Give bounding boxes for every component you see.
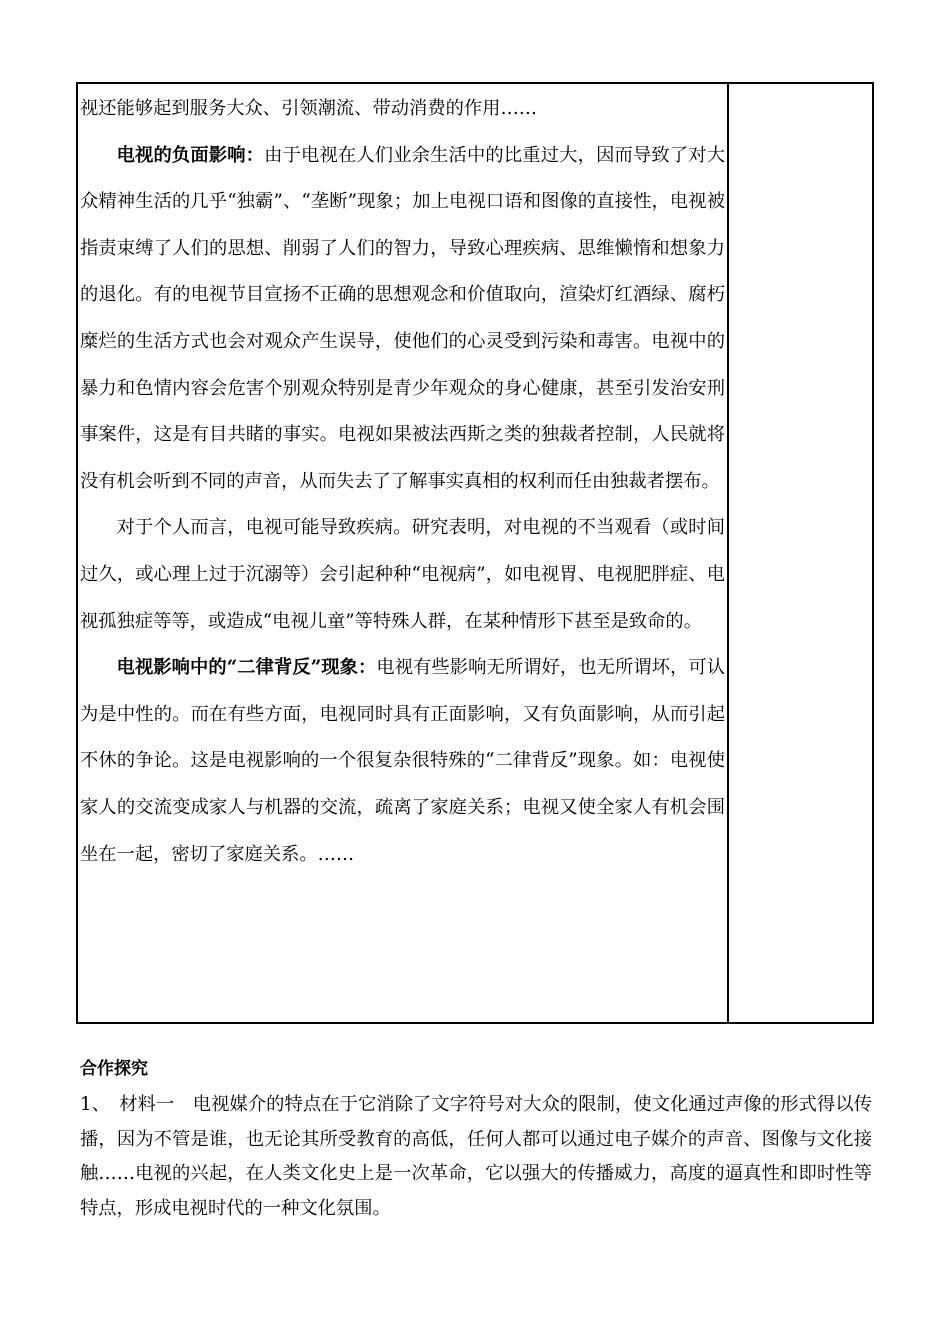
paragraph-continuation: 视还能够起到服务大众、引领潮流、带动消费的作用…… xyxy=(80,98,538,119)
paragraph-individual-impact: 对于个人而言，电视可能导致疾病。研究表明，对电视的不当观看（或时间过久，或心理上过于沉溺等）会引起种种“电视病”，如电视胃、电视肥胖症、电视孤独症等等，或造成“电视儿童”等特殊人群，在某种情形下甚至是致命的。 xyxy=(80,517,725,632)
paragraph-antinomy xyxy=(80,645,725,878)
section-heading: 合作探究 xyxy=(80,1059,148,1079)
main-text-cell xyxy=(80,86,725,878)
cooperative-inquiry-section xyxy=(80,1054,872,1226)
side-notes-cell xyxy=(729,84,872,1022)
paragraph-negative-impact xyxy=(80,133,725,506)
material-one: 1、 材料一 电视媒介的特点在于它消除了文字符号对大众的限制，使文化通过声像的形式得以传播，因为不管是谁，也无论其所受教育的高低，任何人都可以通过电子媒介的声音、图像与文化接触……电视的兴起，在人类文化史上是一次革命，它以强大的传播威力，高度的逼真性和即时性等特点，形成电视时代的一种文化氛围。 xyxy=(80,1094,872,1219)
antinomy-title: 电视影响中的“二律背反”现象： xyxy=(116,657,377,679)
negative-impact-title: 电视的负面影响： xyxy=(116,144,265,166)
content-table xyxy=(76,82,874,1024)
antinomy-body: 电视有些影响无所谓好，也无所谓坏，可认为是中性的。而在有些方面，电视同时具有正面影响，又有负面影响，从而引起不休的争论。这是电视影响的一个很复杂很特殊的“二律背反”现象。如：电视使家人的交流变成家人与机器的交流，疏离了家庭关系；电视又使全家人有机会围坐在一起，密切了家庭关系。…… xyxy=(80,657,726,865)
negative-impact-body: 由于电视在人们业余生活中的比重过大，因而导致了对大众精神生活的几乎“独霸”、“垄断”现象；加上电视口语和图像的直接性，电视被指责束缚了人们的思想、削弱了人们的智力，导致心理疾病、思维懒惰和想象力的退化。有的电视节目宣扬不正确的思想观念和价值取向，渲染灯红酒绿、腐朽糜烂的生活方式也会对观众产生误导，使他们的心灵受到污染和毒害。电视中的暴力和色情内容会危害个别观众特别是青少年观众的身心健康，甚至引发治安刑事案件，这是有目共睹的事实。电视如果被法西斯之类的独裁者控制，人民就将没有机会听到不同的声音，从而失去了了解事实真相的权利而任由独裁者摆布。 xyxy=(80,144,725,492)
